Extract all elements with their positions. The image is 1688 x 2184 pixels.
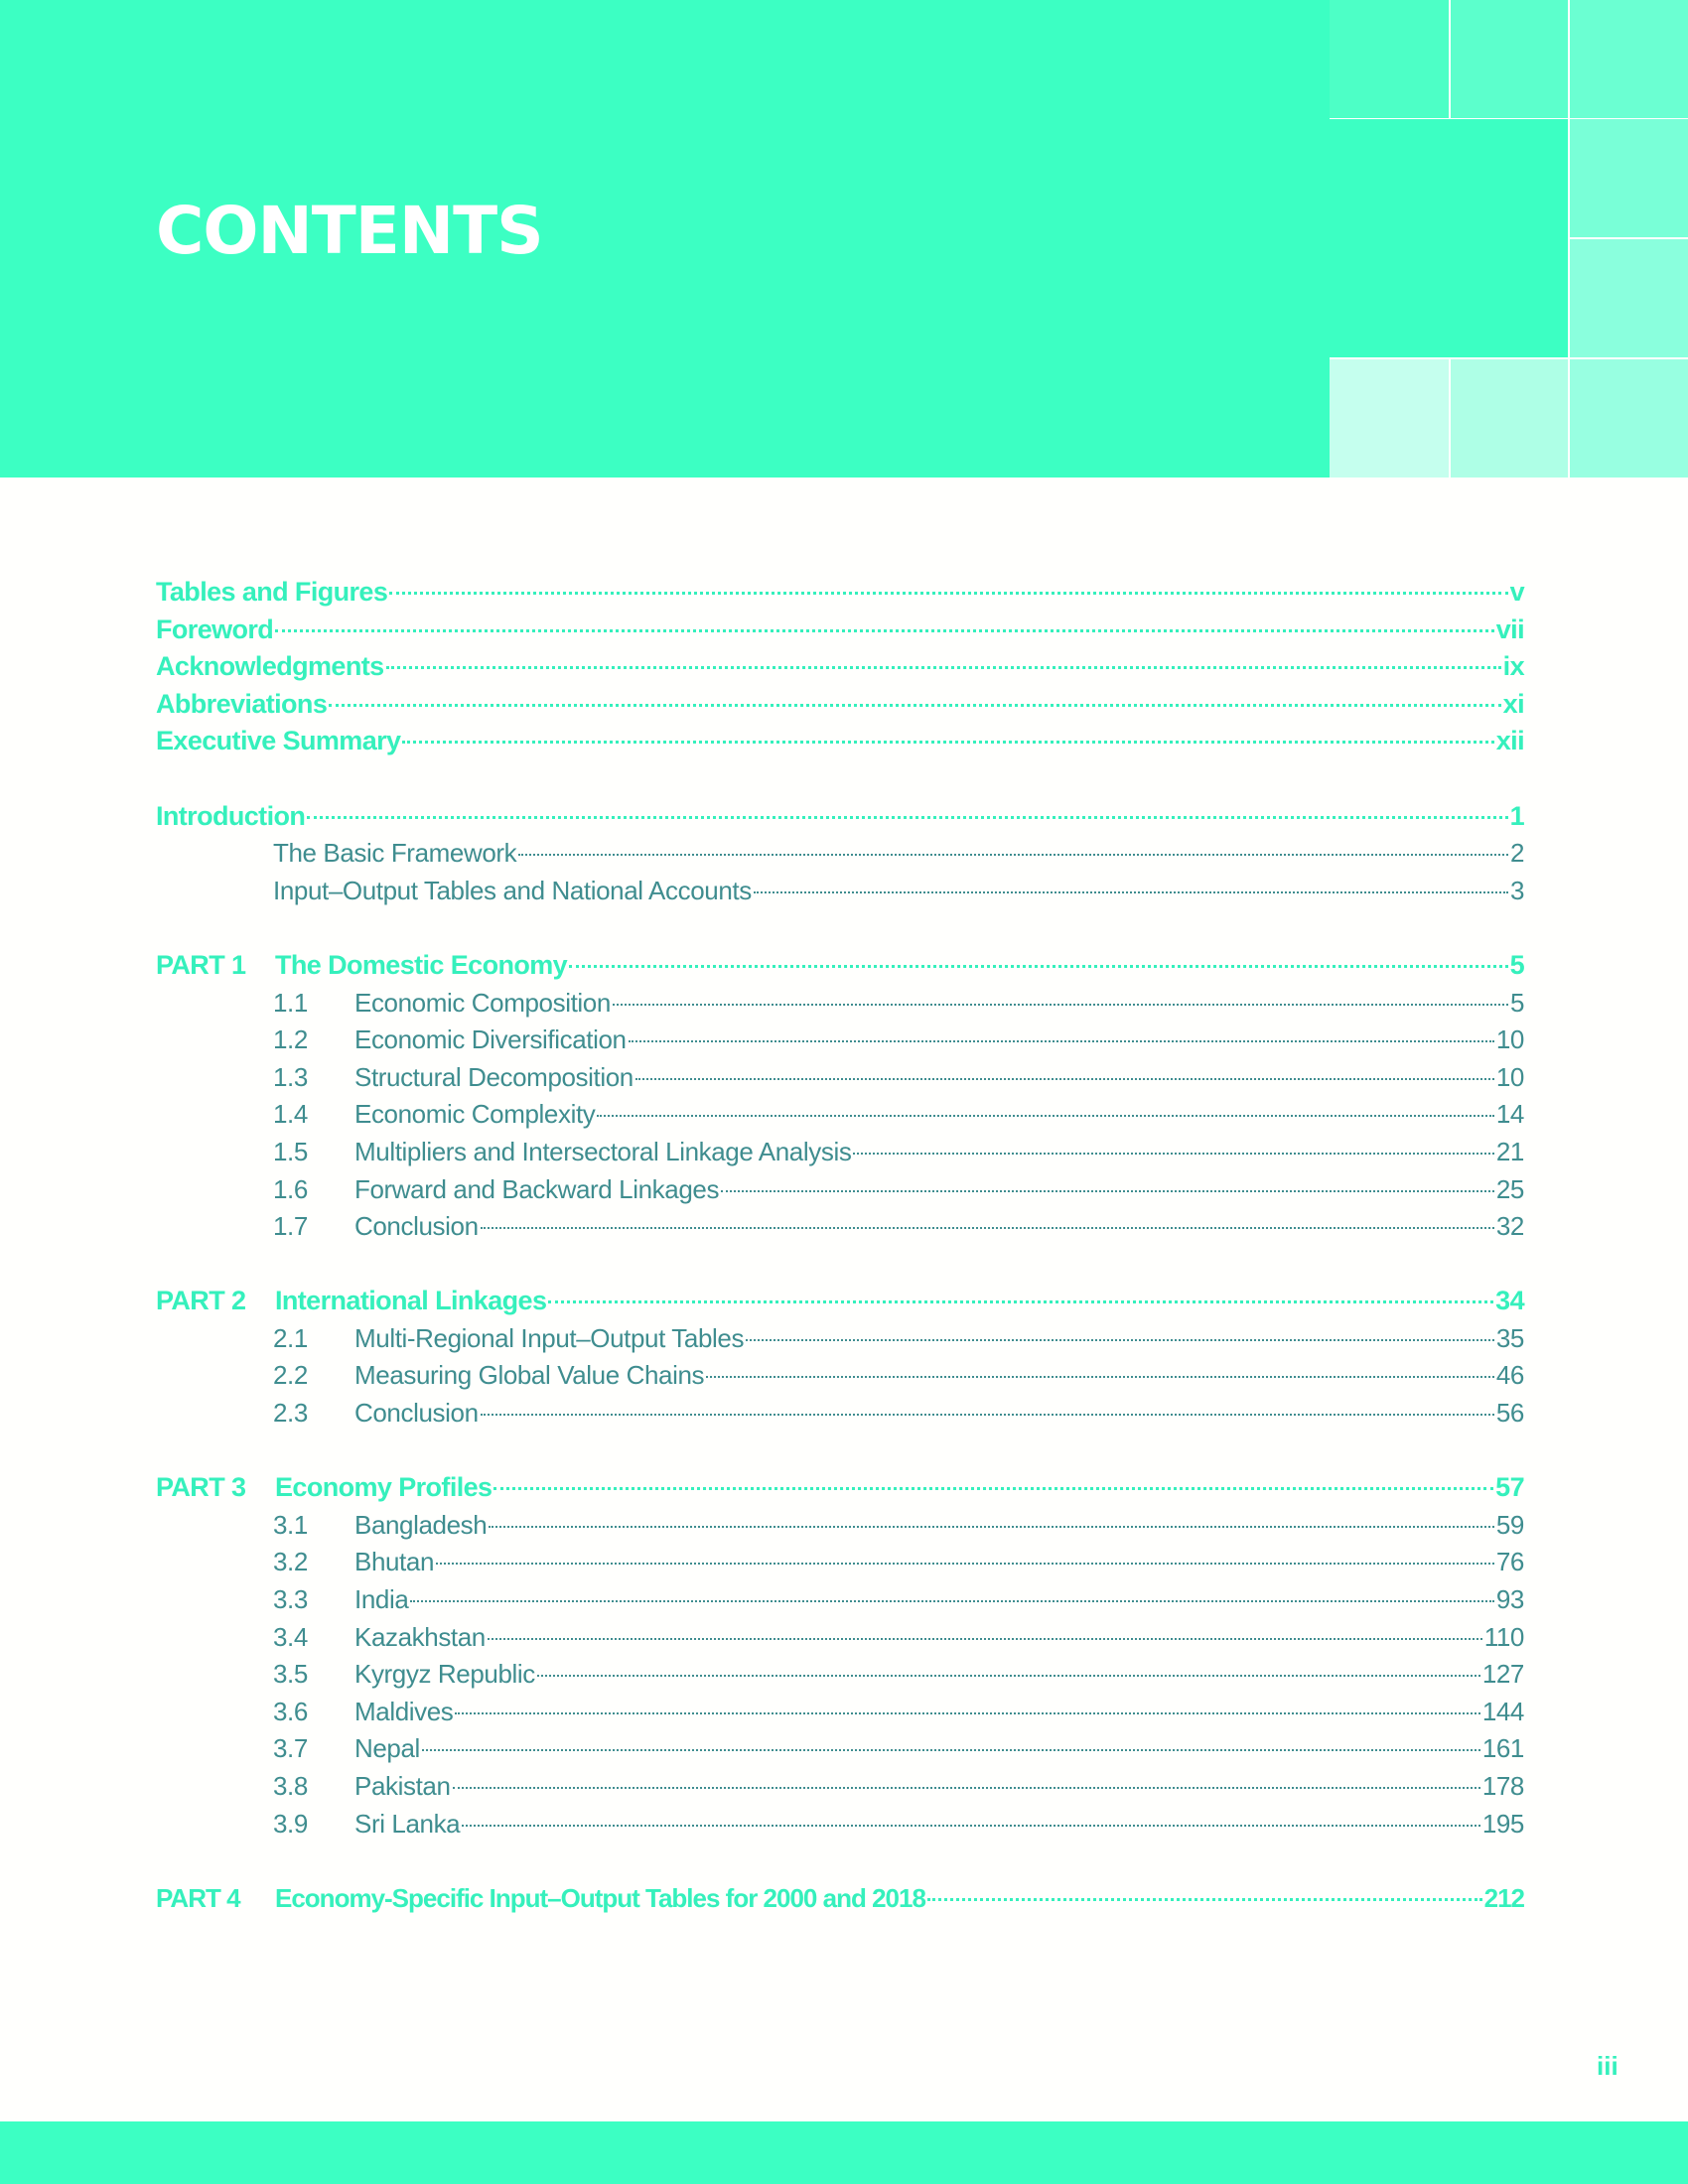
toc-entry-page: 34 — [1495, 1286, 1524, 1316]
toc-subentry-page: 3 — [1509, 875, 1524, 905]
dot-leader — [453, 1787, 1480, 1789]
toc-subentry[interactable] — [156, 1730, 1524, 1768]
toc-subentry[interactable] — [156, 1171, 1524, 1209]
toc-subentry-page: 93 — [1495, 1584, 1524, 1615]
toc-entry-title: Economy Profiles — [275, 1472, 492, 1503]
toc-subentry-title: Pakistan — [354, 1771, 451, 1801]
toc-subentry-title: Input–Output Tables and National Accounts — [273, 875, 752, 905]
toc-subentry-page: 2 — [1509, 838, 1524, 869]
part-label: PART 3 — [156, 1472, 246, 1503]
part-1-section — [156, 947, 1524, 1246]
section-number: 2.2 — [273, 1360, 308, 1391]
dot-leader — [537, 1675, 1480, 1677]
toc-subentry-title: Economic Composition — [354, 987, 611, 1018]
toc-entry-page: vii — [1495, 614, 1524, 644]
toc-subentry-title: India — [354, 1584, 409, 1615]
toc-entry-page: v — [1509, 577, 1524, 607]
toc-subentry-page: 161 — [1481, 1733, 1524, 1764]
toc-subentry-title: Measuring Global Value Chains — [354, 1360, 705, 1391]
dot-leader — [422, 1749, 1480, 1751]
toc-entry-title: Foreword — [156, 614, 274, 644]
section-number: 1.6 — [273, 1173, 308, 1204]
part-label: PART 2 — [156, 1286, 246, 1316]
section-number: 3.9 — [273, 1808, 308, 1839]
toc-entry-part-2[interactable] — [156, 1283, 1524, 1320]
toc-subentry[interactable] — [156, 1395, 1524, 1433]
section-number: 1.2 — [273, 1024, 308, 1055]
toc-subentry-page: 14 — [1495, 1099, 1524, 1130]
dot-leader — [386, 666, 1501, 669]
toc-entry-tables-and-figures[interactable] — [156, 574, 1524, 612]
dot-leader — [754, 891, 1508, 893]
front-matter-section — [156, 574, 1524, 760]
section-number: 3.2 — [273, 1547, 308, 1577]
section-number: 2.1 — [273, 1322, 308, 1353]
dot-leader — [629, 1040, 1494, 1042]
dot-leader — [402, 741, 1493, 744]
decorative-tile — [1570, 239, 1688, 357]
dot-leader — [436, 1563, 1494, 1565]
toc-entry-part-1[interactable] — [156, 947, 1524, 985]
toc-subentry-page: 46 — [1495, 1360, 1524, 1391]
toc-entry-title: The Domestic Economy — [275, 949, 568, 980]
decorative-tile — [1570, 119, 1688, 237]
dot-leader — [706, 1376, 1494, 1378]
decorative-tile — [1330, 119, 1568, 357]
decorative-tile — [1330, 0, 1449, 118]
section-number: 2.3 — [273, 1398, 308, 1429]
toc-subentry[interactable] — [156, 1806, 1524, 1843]
toc-subentry-page: 144 — [1481, 1696, 1524, 1726]
dot-leader — [455, 1712, 1479, 1714]
toc-subentry-page: 56 — [1495, 1398, 1524, 1429]
toc-subentry-title: Sri Lanka — [354, 1808, 461, 1839]
section-number: 1.7 — [273, 1211, 308, 1242]
section-spacer — [156, 1843, 1524, 1880]
toc-subentry-title: Kyrgyz Republic — [354, 1659, 535, 1690]
dot-leader — [635, 1078, 1494, 1080]
toc-subentry-page: 25 — [1495, 1173, 1524, 1204]
toc-entry-page: 212 — [1483, 1882, 1524, 1913]
toc-entry-part-4[interactable] — [156, 1880, 1524, 1918]
table-of-contents — [156, 574, 1524, 1917]
part-label: PART 4 — [156, 1882, 240, 1913]
page-number: iii — [1597, 2051, 1618, 2081]
toc-entry-title: Abbreviations — [156, 688, 328, 719]
dot-leader — [569, 965, 1508, 968]
toc-entry-title: Economy-Specific Input–Output Tables for 2000 and 2018 — [275, 1882, 925, 1913]
toc-subentry-title: Conclusion — [354, 1398, 479, 1429]
dot-leader — [746, 1339, 1494, 1341]
dot-leader — [548, 1300, 1493, 1303]
dot-leader — [853, 1153, 1493, 1155]
toc-entry-acknowledgments[interactable] — [156, 648, 1524, 686]
dot-leader — [518, 854, 1508, 856]
toc-subentry[interactable] — [156, 1619, 1524, 1657]
toc-subentry[interactable] — [156, 1357, 1524, 1395]
dot-leader — [613, 1004, 1508, 1006]
toc-subentry-page: 35 — [1495, 1322, 1524, 1353]
footer-band — [0, 2121, 1688, 2184]
toc-subentry-title: Forward and Backward Linkages — [354, 1173, 720, 1204]
section-spacer — [156, 1433, 1524, 1470]
toc-subentry[interactable] — [156, 1507, 1524, 1545]
toc-subentry-title: Economic Complexity — [354, 1099, 596, 1130]
toc-entry-introduction[interactable] — [156, 798, 1524, 836]
section-number: 3.6 — [273, 1696, 308, 1726]
header-band — [0, 0, 1330, 478]
dot-leader — [597, 1115, 1494, 1117]
toc-subentry-page: 5 — [1509, 987, 1524, 1018]
toc-subentry-title: Maldives — [354, 1696, 454, 1726]
section-number: 3.1 — [273, 1509, 308, 1540]
toc-entry-page: 1 — [1509, 800, 1524, 831]
toc-subentry-title: Bhutan — [354, 1547, 435, 1577]
toc-entry-title: Executive Summary — [156, 726, 401, 756]
decorative-tile — [1570, 0, 1688, 118]
toc-subentry-page: 10 — [1495, 1024, 1524, 1055]
part-4-section — [156, 1880, 1524, 1918]
dot-leader — [275, 629, 1494, 632]
toc-subentry[interactable] — [156, 1581, 1524, 1619]
toc-subentry[interactable] — [156, 1694, 1524, 1731]
section-number: 3.3 — [273, 1584, 308, 1615]
toc-subentry-title: Conclusion — [354, 1211, 479, 1242]
toc-subentry-page: 110 — [1483, 1621, 1524, 1652]
toc-subentry-page: 178 — [1481, 1771, 1524, 1801]
toc-subentry-title: Nepal — [354, 1733, 420, 1764]
toc-entry-page: ix — [1502, 651, 1524, 682]
toc-subentry[interactable] — [156, 1768, 1524, 1806]
section-spacer — [156, 1246, 1524, 1284]
section-number: 1.5 — [273, 1136, 308, 1166]
dot-leader — [721, 1190, 1494, 1192]
toc-entry-title: International Linkages — [275, 1286, 547, 1316]
toc-subentry[interactable] — [156, 1134, 1524, 1171]
toc-subentry-title: Bangladesh — [354, 1509, 488, 1540]
toc-entry-page: xi — [1502, 688, 1524, 719]
decorative-tile — [1451, 359, 1568, 478]
dot-leader — [488, 1638, 1482, 1640]
dot-leader — [410, 1600, 1493, 1602]
toc-entry-part-3[interactable] — [156, 1469, 1524, 1507]
toc-entry-title: Introduction — [156, 800, 306, 831]
toc-subentry-io-tables-national-accounts[interactable] — [156, 873, 1524, 910]
decorative-tile — [1570, 359, 1688, 478]
dot-leader — [927, 1898, 1482, 1901]
toc-subentry-page: 10 — [1495, 1061, 1524, 1092]
section-number: 1.4 — [273, 1099, 308, 1130]
toc-subentry[interactable] — [156, 1320, 1524, 1358]
section-number: 3.7 — [273, 1733, 308, 1764]
toc-subentry[interactable] — [156, 1544, 1524, 1581]
dot-leader — [489, 1526, 1494, 1528]
toc-subentry-title: Kazakhstan — [354, 1621, 486, 1652]
toc-subentry-title: The Basic Framework — [273, 838, 517, 869]
part-2-section — [156, 1283, 1524, 1432]
toc-subentry-basic-framework[interactable] — [156, 835, 1524, 873]
page-title: CONTENTS — [156, 193, 543, 269]
section-number: 3.8 — [273, 1771, 308, 1801]
toc-subentry[interactable] — [156, 1059, 1524, 1097]
section-number: 3.4 — [273, 1621, 308, 1652]
part-3-section — [156, 1469, 1524, 1843]
decorative-tile-grid — [1330, 0, 1688, 478]
toc-subentry[interactable] — [156, 1096, 1524, 1134]
section-spacer — [156, 760, 1524, 798]
toc-subentry[interactable] — [156, 985, 1524, 1023]
dot-leader — [329, 704, 1500, 707]
toc-subentry-page: 76 — [1495, 1547, 1524, 1577]
section-number: 1.1 — [273, 987, 308, 1018]
toc-subentry-title: Economic Diversification — [354, 1024, 627, 1055]
decorative-tile — [1451, 0, 1568, 118]
toc-subentry-page: 59 — [1495, 1509, 1524, 1540]
toc-subentry[interactable] — [156, 1208, 1524, 1246]
dot-leader — [481, 1227, 1494, 1229]
toc-subentry-title: Structural Decomposition — [354, 1061, 633, 1092]
toc-entry-title: Tables and Figures — [156, 577, 388, 607]
toc-subentry-page: 127 — [1481, 1659, 1524, 1690]
section-number: 1.3 — [273, 1061, 308, 1092]
toc-subentry-title: Multipliers and Intersectoral Linkage Analysis — [354, 1136, 852, 1166]
section-spacer — [156, 909, 1524, 947]
introduction-section — [156, 798, 1524, 910]
dot-leader — [493, 1487, 1493, 1490]
toc-entry-executive-summary[interactable] — [156, 723, 1524, 760]
toc-entry-page: 57 — [1495, 1472, 1524, 1503]
toc-subentry-page: 195 — [1481, 1808, 1524, 1839]
dot-leader — [389, 592, 1507, 595]
toc-entry-title: Acknowledgments — [156, 651, 384, 682]
section-number: 3.5 — [273, 1659, 308, 1690]
decorative-tile — [1330, 359, 1449, 478]
toc-entry-page: 5 — [1509, 949, 1524, 980]
toc-entry-foreword[interactable] — [156, 612, 1524, 649]
dot-leader — [307, 816, 1507, 819]
toc-subentry-page: 21 — [1495, 1136, 1524, 1166]
dot-leader — [481, 1414, 1494, 1416]
toc-subentry-title: Multi-Regional Input–Output Tables — [354, 1322, 745, 1353]
dot-leader — [462, 1825, 1480, 1827]
toc-subentry[interactable] — [156, 1656, 1524, 1694]
part-label: PART 1 — [156, 949, 246, 980]
toc-subentry[interactable] — [156, 1022, 1524, 1059]
toc-entry-page: xii — [1495, 726, 1524, 756]
toc-entry-abbreviations[interactable] — [156, 686, 1524, 724]
toc-subentry-page: 32 — [1495, 1211, 1524, 1242]
